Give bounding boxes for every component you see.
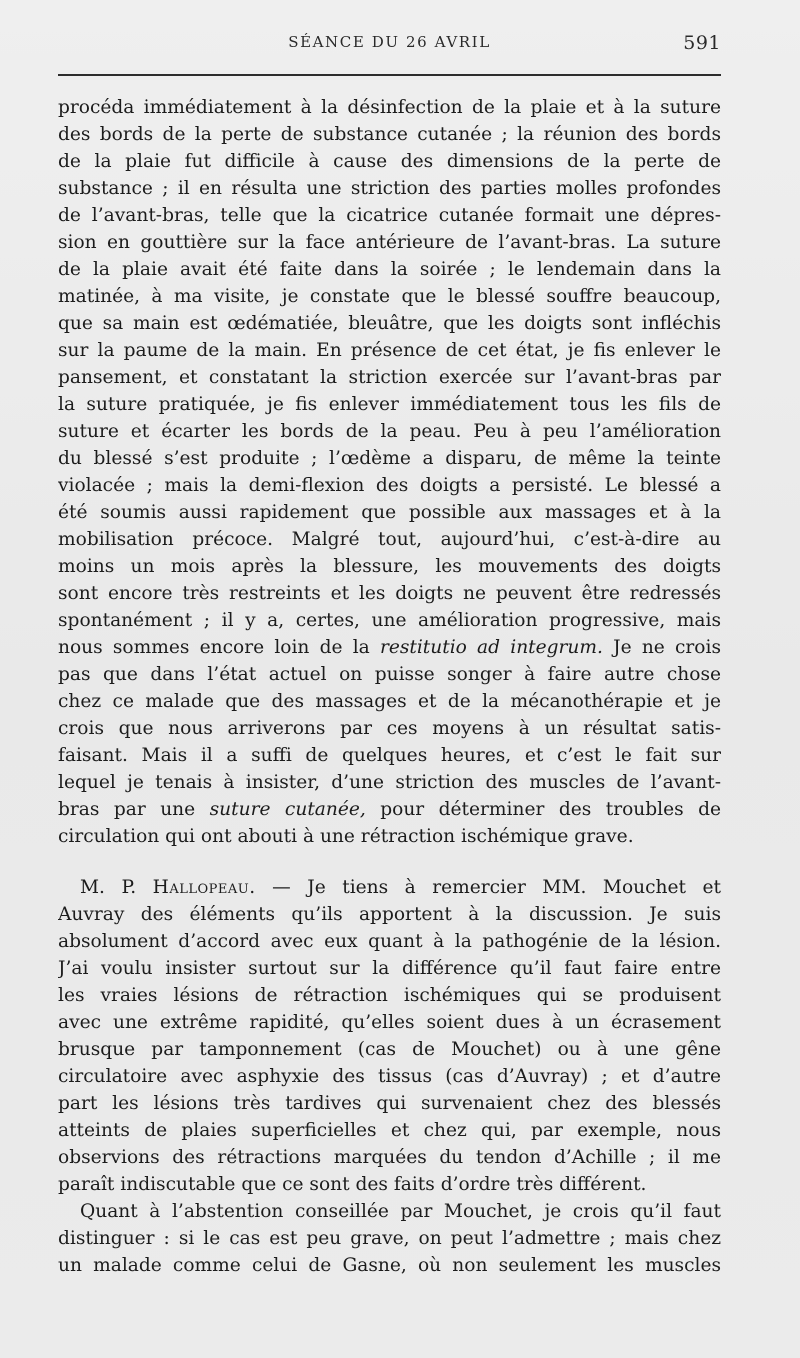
- text-line: de l’avant-bras, telle que la cicatrice cutanée formait une dépres-: [58, 205, 721, 226]
- text-line: un malade comme celui de Gasne, où non seulement les muscles: [58, 1255, 721, 1276]
- text-line: atteints de plaies superficielles et chez qui, par exemple, nous: [58, 1120, 721, 1141]
- text-line: du blessé s’est produite ; l’œdème a disparu, de même la teinte: [58, 448, 721, 469]
- paragraph-hallopeau: [58, 874, 721, 1198]
- text-line: pas que dans l’état actuel on puisse songer à faire autre chose: [58, 664, 721, 685]
- text-run: nous sommes encore loin de la: [58, 637, 380, 658]
- paragraph-abstention: [58, 1198, 721, 1279]
- text-run: — Je tiens à remercier MM. Mouchet et: [255, 877, 721, 898]
- text-line: substance ; il en résulta une striction des parties molles profondes: [58, 178, 721, 199]
- running-title: SÉANCE DU 26 AVRIL: [288, 33, 491, 51]
- text-run: Je ne crois: [602, 637, 721, 658]
- text-line: sont encore très restreints et les doigts ne peuvent être redressés: [58, 583, 721, 604]
- text-line: avec une extrême rapidité, qu’elles soient dues à un écrasement: [58, 1012, 721, 1033]
- paragraph-gap: [58, 850, 721, 874]
- text-line: pansement, et constatant la striction exercée sur l’avant-bras par: [58, 367, 721, 388]
- page-number: 591: [683, 32, 721, 54]
- text-line: observions des rétractions marquées du tendon d’Achille ; il me: [58, 1147, 721, 1168]
- text-line: les vraies lésions de rétraction ischémiques qui se produisent: [58, 985, 721, 1006]
- text-line: matinée, à ma visite, je constate que le blessé souffre beaucoup,: [58, 286, 721, 307]
- text-line: distinguer : si le cas est peu grave, on peut l’admettre ; mais chez: [58, 1228, 721, 1249]
- text-line: Quant à l’abstention conseillée par Mouchet, je crois qu’il faut: [80, 1201, 721, 1222]
- text-line: des bords de la perte de substance cutanée ; la réunion des bords: [58, 124, 721, 145]
- paragraph-continued: [58, 94, 721, 850]
- text-line: sion en gouttière sur la face antérieure de l’avant-bras. La suture: [58, 232, 721, 253]
- text-run: pour déterminer des troubles de: [365, 799, 721, 820]
- text-line: lequel je tenais à insister, d’une striction des muscles de l’avant-: [58, 772, 721, 793]
- text-line: été soumis aussi rapidement que possible aux massages et à la: [58, 502, 721, 523]
- text-line: procéda immédiatement à la désinfection de la plaie et à la suture: [58, 97, 721, 118]
- italic-phrase: restitutio ad integrum.: [379, 637, 603, 658]
- body-text: [58, 94, 721, 1279]
- speaker-prefix: M. P.: [80, 877, 153, 898]
- text-line: de la plaie avait été faite dans la soirée ; le lendemain dans la: [58, 259, 721, 280]
- text-run: bras par une: [58, 799, 210, 820]
- text-line: moins un mois après la blessure, les mouvements des doigts: [58, 556, 721, 577]
- text-line: chez ce malade que des massages et de la mécanothérapie et je: [58, 691, 721, 712]
- text-line: la suture pratiquée, je fis enlever immédiatement tous les fils de: [58, 394, 721, 415]
- text-line: faisant. Mais il a suffi de quelques heures, et c’est le fait sur: [58, 745, 721, 766]
- text-line: part les lésions très tardives qui survenaient chez des blessés: [58, 1093, 721, 1114]
- text-line: de la plaie fut difficile à cause des dimensions de la perte de: [58, 151, 721, 172]
- text-line: que sa main est œdématiée, bleuâtre, que les doigts sont infléchis: [58, 313, 721, 334]
- text-line: violacée ; mais la demi-flexion des doigts a persisté. Le blessé a: [58, 475, 721, 496]
- italic-phrase: suture cutanée,: [209, 799, 366, 820]
- header-rule: [58, 74, 721, 76]
- running-head: [58, 33, 721, 57]
- text-line: brusque par tamponnement (cas de Mouchet) ou à une gêne: [58, 1039, 721, 1060]
- text-line: spontanément ; il y a, certes, une amélioration progressive, mais: [58, 610, 721, 631]
- text-line: mobilisation précoce. Malgré tout, aujourd’hui, c’est-à-dire au: [58, 529, 721, 550]
- text-line: absolument d’accord avec eux quant à la pathogénie de la lésion.: [58, 931, 721, 952]
- text-line: J’ai voulu insister surtout sur la différence qu’il faut faire entre: [58, 958, 721, 979]
- text-line: paraît indiscutable que ce sont des faits d’ordre très différent.: [58, 1174, 647, 1195]
- speaker-line: [58, 874, 721, 901]
- speaker-name: Hallopeau.: [152, 877, 256, 898]
- text-line: circulatoire avec asphyxie des tissus (cas d’Auvray) ; et d’autre: [58, 1066, 721, 1087]
- text-line: crois que nous arriverons par ces moyens à un résultat satis-: [58, 718, 721, 739]
- text-line: circulation qui ont abouti à une rétraction ischémique grave.: [58, 826, 634, 847]
- text-line-with-italic: [58, 796, 721, 823]
- text-line: Auvray des éléments qu’ils apportent à la discussion. Je suis: [58, 904, 721, 925]
- text-line: sur la paume de la main. En présence de cet état, je fis enlever le: [58, 340, 721, 361]
- text-line-with-italic: [58, 634, 721, 661]
- text-line: suture et écarter les bords de la peau. Peu à peu l’amélioration: [58, 421, 721, 442]
